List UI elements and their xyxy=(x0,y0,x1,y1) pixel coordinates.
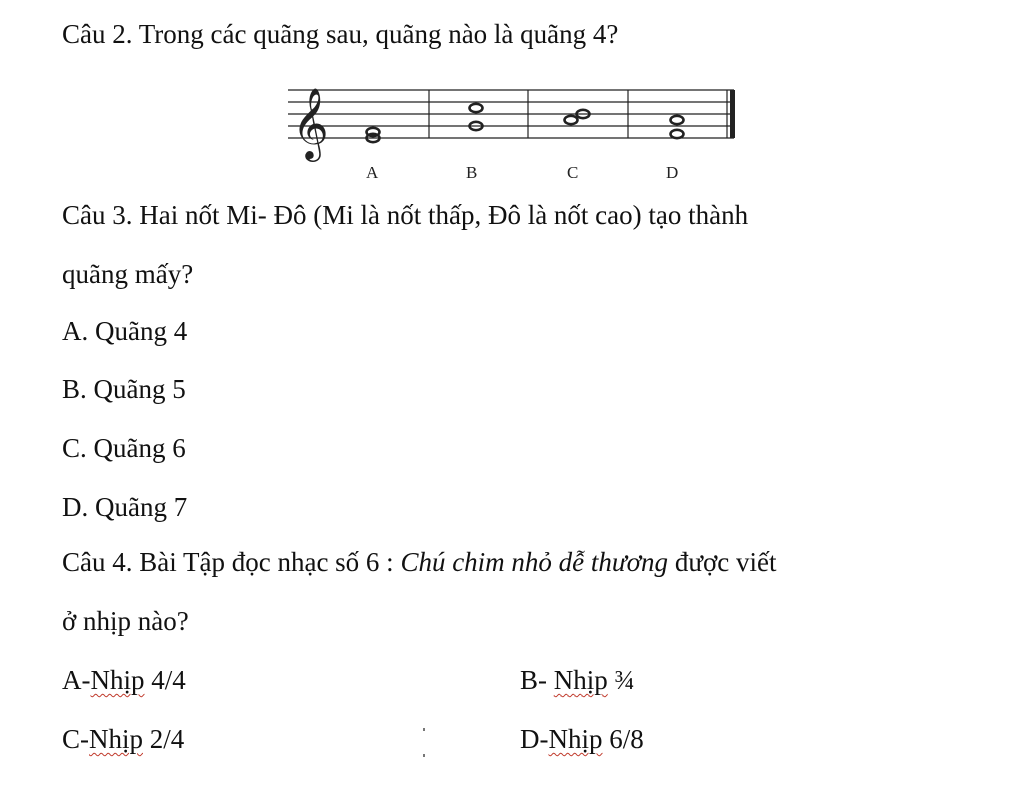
question-4-text-line-2: ở nhịp nào? xyxy=(62,606,189,636)
answer-a-value: 4/4 xyxy=(144,665,186,695)
choice-label-a: A xyxy=(366,163,379,182)
question-3-text-line-2: quãng mấy? xyxy=(62,259,194,289)
answer-b-prefix: B- xyxy=(520,665,554,695)
question-3-text-line-1: Câu 3. Hai nốt Mi- Đô (Mi là nốt thấp, Đô là nốt cao) tạo thành xyxy=(62,200,749,230)
question-3-answer-a: A. Quãng 4 xyxy=(62,316,188,346)
question-3-answer-d: D. Quãng 7 xyxy=(62,492,188,522)
question-3-answer-b: B. Quãng 5 xyxy=(62,374,186,404)
answer-b-word: Nhịp xyxy=(553,665,608,695)
question-4-prefix: Câu 4. Bài Tập đọc nhạc số 6 : xyxy=(62,547,401,577)
answer-d-value: 6/8 xyxy=(602,724,644,754)
final-barline xyxy=(730,90,735,138)
interval-a-notes xyxy=(367,128,380,142)
choice-label-b: B xyxy=(466,163,478,182)
answer-c-prefix: C- xyxy=(62,724,89,754)
interval-d-notes xyxy=(671,116,684,138)
choice-label-c: C xyxy=(567,163,579,182)
question-4-answer-b xyxy=(520,663,635,697)
answer-d-prefix: D- xyxy=(520,724,549,754)
answer-b-value: ¾ xyxy=(607,665,635,695)
question-4-answer-a xyxy=(62,663,186,697)
question-4-suffix: được viết xyxy=(668,547,777,577)
answer-c-value: 2/4 xyxy=(143,724,185,754)
staff-lines xyxy=(288,90,734,138)
treble-clef-icon: 𝄞 xyxy=(292,86,329,159)
answer-a-word: Nhịp xyxy=(90,665,145,695)
question-4-answer-c xyxy=(62,722,184,756)
stray-mark-top xyxy=(423,728,425,731)
question-4-answer-d xyxy=(520,722,644,756)
answer-c-word: Nhịp xyxy=(89,724,143,754)
choice-label-d: D xyxy=(666,163,679,182)
question-3-answer-c: C. Quãng 6 xyxy=(62,433,186,463)
stray-mark-bottom xyxy=(423,754,425,757)
interval-c-notes xyxy=(565,110,590,124)
answer-d-word: Nhịp xyxy=(548,724,603,754)
answer-a-prefix: A- xyxy=(62,665,91,695)
staff-svg xyxy=(286,72,746,192)
question-2-text: Câu 2. Trong các quãng sau, quãng nào là quãng 4? xyxy=(62,19,619,49)
song-title: Chú chim nhỏ dễ thương xyxy=(400,547,669,577)
music-staff-figure xyxy=(286,72,746,192)
question-4-text-line-1 xyxy=(62,545,776,579)
